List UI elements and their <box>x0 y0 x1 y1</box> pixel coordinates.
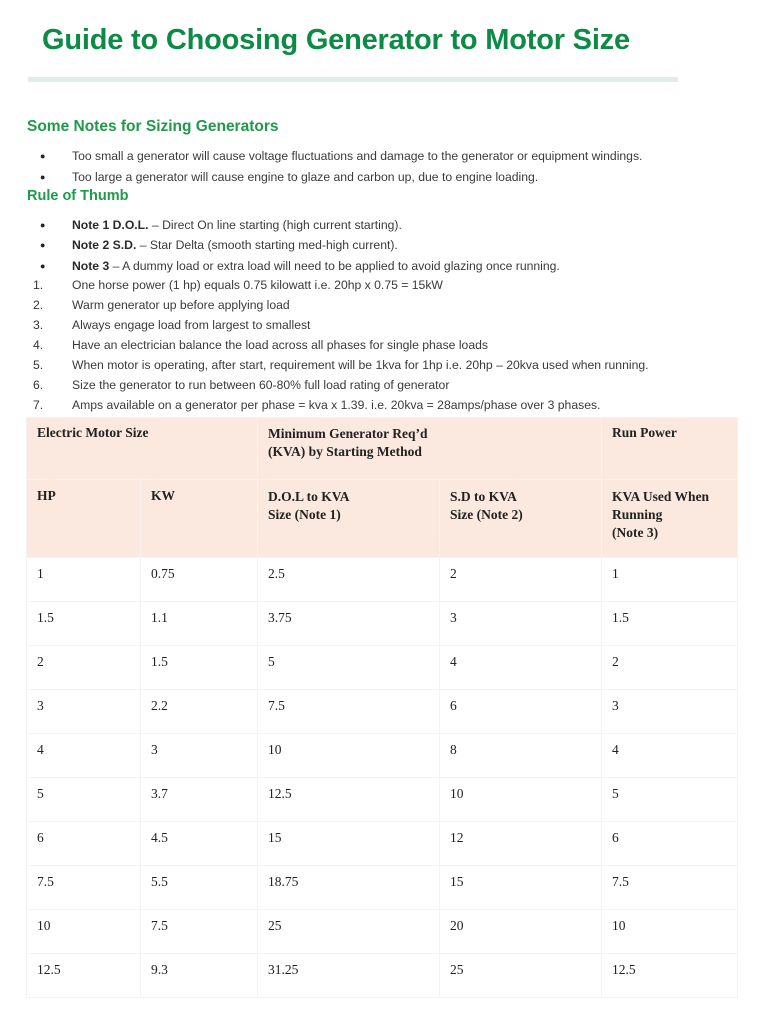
table-cell: 7.5 <box>258 690 440 734</box>
table-cell: 2.5 <box>258 558 440 602</box>
note-label: Note 1 D.O.L. <box>72 218 149 232</box>
column-header-hp: HP <box>27 480 141 558</box>
table-row <box>27 558 738 602</box>
table-cell: 25 <box>440 954 602 998</box>
table-row <box>27 866 738 910</box>
note-text: – Star Delta (smooth starting med-high current). <box>136 238 398 252</box>
bullet-icon: ● <box>40 151 46 161</box>
table-cell: 5.5 <box>141 866 258 910</box>
table-cell: 6 <box>602 822 738 866</box>
table-cell: 12.5 <box>258 778 440 822</box>
table-cell: 10 <box>440 778 602 822</box>
header-run-power: Run Power <box>602 418 738 480</box>
table-cell: 20 <box>440 910 602 954</box>
page-title: Guide to Choosing Generator to Motor Size <box>42 24 630 56</box>
title-divider <box>28 77 678 82</box>
table-cell: 1.5 <box>141 646 258 690</box>
bullet-icon: ● <box>40 240 46 250</box>
notes-heading: Some Notes for Sizing Generators <box>27 118 279 135</box>
column-header-kva-running: KVA Used When Running (Note 3) <box>602 480 738 558</box>
table-cell: 1 <box>27 558 141 602</box>
table-row <box>27 910 738 954</box>
table-cell: 4 <box>27 734 141 778</box>
table-cell: 12 <box>440 822 602 866</box>
note-label: Note 2 S.D. <box>72 238 137 252</box>
rule-of-thumb-heading: Rule of Thumb <box>27 188 129 204</box>
table-cell: 3 <box>440 602 602 646</box>
table-cell: 3 <box>602 690 738 734</box>
table-cell: 18.75 <box>258 866 440 910</box>
table-cell: 1.5 <box>27 602 141 646</box>
table-row <box>27 602 738 646</box>
table-cell: 10 <box>27 910 141 954</box>
table-cell: 10 <box>602 910 738 954</box>
bullet-icon: ● <box>40 261 46 271</box>
column-header-sd: S.D to KVA Size (Note 2) <box>440 480 602 558</box>
table-group-header-row <box>27 418 738 480</box>
header-minimum-generator: Minimum Generator Req’d (KVA) by Starting Method <box>258 418 602 480</box>
table-cell: 2.2 <box>141 690 258 734</box>
bullet-icon: ● <box>40 172 46 182</box>
note-text: – A dummy load or extra load will need to be applied to avoid glazing once running. <box>109 259 560 273</box>
table-cell: 3 <box>141 734 258 778</box>
header-electric-motor-size: Electric Motor Size <box>27 418 258 480</box>
table-cell: 7.5 <box>141 910 258 954</box>
table-cell: 2 <box>602 646 738 690</box>
table-cell: 2 <box>440 558 602 602</box>
table-cell: 6 <box>440 690 602 734</box>
table-row <box>27 822 738 866</box>
table-cell: 12.5 <box>602 954 738 998</box>
note-text: – Direct On line starting (high current starting). <box>148 218 402 232</box>
table-cell: 4.5 <box>141 822 258 866</box>
table-cell: 10 <box>258 734 440 778</box>
table-cell: 3.75 <box>258 602 440 646</box>
column-header-dol: D.O.L to KVA Size (Note 1) <box>258 480 440 558</box>
table-cell: 31.25 <box>258 954 440 998</box>
table-cell: 1.1 <box>141 602 258 646</box>
table-cell: 2 <box>27 646 141 690</box>
table-cell: 4 <box>440 646 602 690</box>
table-cell: 0.75 <box>141 558 258 602</box>
table-cell: 5 <box>258 646 440 690</box>
table-row <box>27 954 738 998</box>
table-body <box>27 558 738 998</box>
table-cell: 1 <box>602 558 738 602</box>
table-cell: 5 <box>27 778 141 822</box>
table-cell: 7.5 <box>27 866 141 910</box>
table-cell: 5 <box>602 778 738 822</box>
table-cell: 3 <box>27 690 141 734</box>
table-cell: 3.7 <box>141 778 258 822</box>
table-row <box>27 778 738 822</box>
table-cell: 15 <box>258 822 440 866</box>
generator-size-table <box>26 417 738 998</box>
table-cell: 12.5 <box>27 954 141 998</box>
table-cell: 9.3 <box>141 954 258 998</box>
table-cell: 4 <box>602 734 738 778</box>
table-column-header-row <box>27 480 738 558</box>
note-label: Note 3 <box>72 259 110 273</box>
table-row <box>27 690 738 734</box>
table-cell: 7.5 <box>602 866 738 910</box>
table-cell: 6 <box>27 822 141 866</box>
table-cell: 1.5 <box>602 602 738 646</box>
table-row <box>27 734 738 778</box>
table-row <box>27 646 738 690</box>
bullet-icon: ● <box>40 220 46 230</box>
table-cell: 25 <box>258 910 440 954</box>
column-header-kw: KW <box>141 480 258 558</box>
table-cell: 15 <box>440 866 602 910</box>
table-cell: 8 <box>440 734 602 778</box>
